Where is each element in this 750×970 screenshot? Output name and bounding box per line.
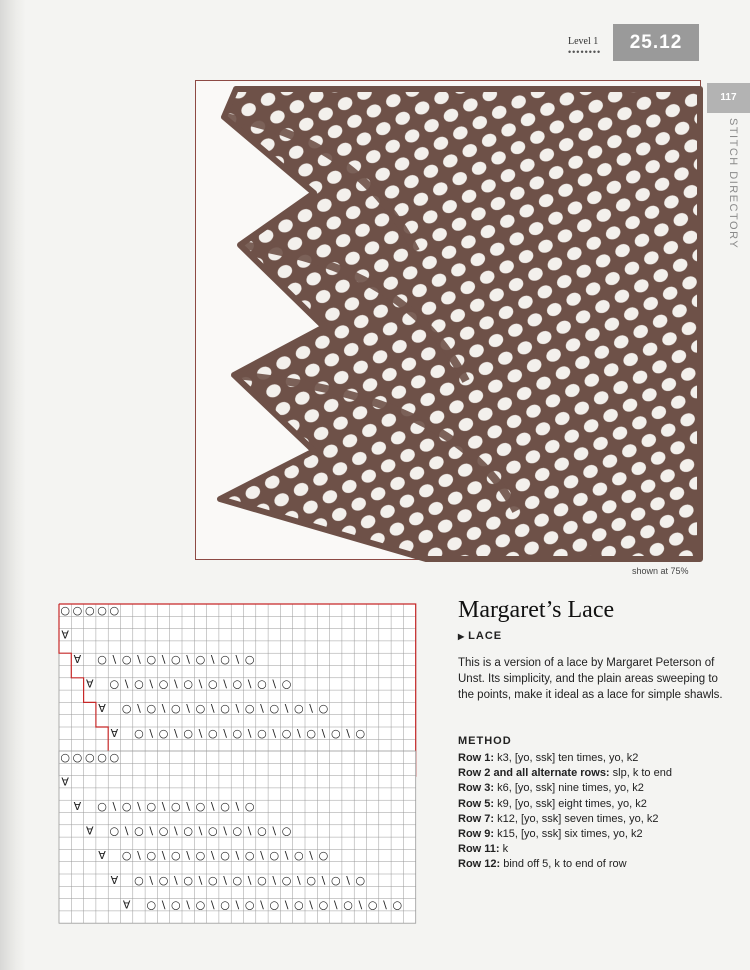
slip-stitch-symbol: ∀ <box>122 898 131 912</box>
yarn-over-symbol: ○ <box>232 726 243 740</box>
method-row-label: Row 1: <box>458 752 495 764</box>
yarn-over-symbol: ○ <box>171 800 181 813</box>
bind-off-symbol: ○ <box>84 603 95 617</box>
yarn-over-symbol: ○ <box>318 898 329 912</box>
slip-stitch-symbol: ∀ <box>85 677 94 691</box>
method-row <box>458 766 672 781</box>
ssk-symbol: \ <box>223 677 227 691</box>
ssk-symbol: \ <box>260 702 264 716</box>
yarn-over-symbol: ○ <box>134 677 144 691</box>
yarn-over-symbol: ○ <box>158 726 169 740</box>
ssk-symbol: \ <box>149 726 154 740</box>
yarn-over-symbol: ○ <box>244 849 255 863</box>
section-label: STITCH DIRECTORY <box>727 118 739 250</box>
ssk-symbol: \ <box>186 849 191 863</box>
ssk-symbol: \ <box>247 677 252 691</box>
yarn-over-symbol: ○ <box>158 873 169 887</box>
yarn-over-symbol: ○ <box>294 849 304 863</box>
ssk-symbol: \ <box>260 898 264 912</box>
method-row <box>458 827 672 842</box>
ssk-symbol: \ <box>296 873 301 887</box>
ssk-symbol: \ <box>272 677 277 691</box>
pattern-description: This is a version of a lace by Margaret Peterson of Unst. Its simplicity, and the plain areas sweeping to the points, make it ideal as a lace for simple shawls. <box>458 657 723 701</box>
ssk-symbol: \ <box>161 702 166 716</box>
ssk-symbol: \ <box>309 702 314 716</box>
ssk-symbol: \ <box>210 849 215 863</box>
yarn-over-symbol: ○ <box>171 653 181 666</box>
ssk-symbol: \ <box>173 873 178 887</box>
ssk-symbol: \ <box>137 849 141 863</box>
ssk-symbol: \ <box>210 653 215 666</box>
ssk-symbol: \ <box>346 726 350 740</box>
category-label: LACE <box>468 630 503 642</box>
ssk-symbol: \ <box>112 800 117 813</box>
bind-off-symbol: ○ <box>60 750 70 764</box>
ssk-symbol: \ <box>149 677 154 691</box>
yarn-over-symbol: ○ <box>257 726 267 740</box>
ssk-symbol: \ <box>235 849 240 863</box>
method-row-label: Row 12: <box>458 858 501 871</box>
method-row-label: Row 3: <box>458 782 495 795</box>
yarn-over-symbol: ○ <box>97 800 107 813</box>
ssk-symbol: \ <box>309 898 314 912</box>
ssk-symbol: \ <box>296 726 301 740</box>
method-row-text: bind off 5, k to end of row <box>500 858 627 871</box>
ssk-symbol: \ <box>149 824 154 838</box>
yarn-over-symbol: ○ <box>171 702 181 716</box>
yarn-over-symbol: ○ <box>171 898 181 912</box>
bind-off-symbol: ○ <box>97 750 107 764</box>
yarn-over-symbol: ○ <box>269 849 280 863</box>
ssk-symbol: \ <box>235 898 240 912</box>
level-indicator <box>568 36 601 55</box>
yarn-over-symbol: ○ <box>146 800 157 813</box>
yarn-over-symbol: ○ <box>207 824 218 838</box>
method-row-text: k12, [yo, ssk] seven times, yo, k2 <box>494 812 659 825</box>
lace-swatch-image <box>196 81 700 559</box>
ssk-symbol: \ <box>235 653 240 666</box>
yarn-over-symbol: ○ <box>220 702 230 716</box>
yarn-over-symbol: ○ <box>207 873 218 887</box>
ssk-symbol: \ <box>260 849 264 863</box>
level-label: Level 1 <box>568 36 599 47</box>
yarn-over-symbol: ○ <box>183 677 193 691</box>
method-heading: METHOD <box>458 735 512 747</box>
yarn-over-symbol: ○ <box>207 677 218 691</box>
method-row-text: k15, [yo, ssk] six times, yo, k2 <box>494 828 643 841</box>
page-spine-shadow <box>0 0 26 970</box>
lace-swatch-photo <box>195 80 701 560</box>
ssk-symbol: \ <box>161 653 166 666</box>
ssk-symbol: \ <box>173 824 178 838</box>
yarn-over-symbol: ○ <box>281 677 292 691</box>
yarn-over-symbol: ○ <box>281 873 292 887</box>
method-row-text: slp, k to end <box>609 767 672 780</box>
yarn-over-symbol: ○ <box>257 824 267 838</box>
yarn-over-symbol: ○ <box>220 800 230 813</box>
yarn-over-symbol: ○ <box>392 898 403 912</box>
method-row-text: k6, [yo, ssk] nine times, yo, k2 <box>494 782 644 795</box>
slip-stitch-symbol: ∀ <box>98 702 106 716</box>
ssk-symbol: \ <box>137 800 141 813</box>
yarn-over-symbol: ○ <box>195 800 206 813</box>
yarn-over-symbol: ○ <box>281 726 292 740</box>
ssk-symbol: \ <box>198 824 203 838</box>
yarn-over-symbol: ○ <box>294 898 304 912</box>
ssk-symbol: \ <box>161 849 166 863</box>
ssk-symbol: \ <box>284 702 289 716</box>
yarn-over-symbol: ○ <box>232 824 243 838</box>
ssk-symbol: \ <box>210 800 215 813</box>
ssk-symbol: \ <box>124 677 129 691</box>
pattern-category <box>458 630 502 642</box>
slip-stitch-symbol: ∀ <box>98 849 106 863</box>
ssk-symbol: \ <box>161 800 166 813</box>
bind-off-symbol: ○ <box>72 603 83 617</box>
yarn-over-symbol: ○ <box>318 702 329 716</box>
ssk-symbol: \ <box>333 898 338 912</box>
yarn-over-symbol: ○ <box>109 677 120 691</box>
ssk-symbol: \ <box>173 677 178 691</box>
bind-off-symbol: ○ <box>97 603 107 617</box>
method-row-text: k <box>499 843 509 856</box>
ssk-symbol: \ <box>247 873 252 887</box>
yarn-over-symbol: ○ <box>183 824 193 838</box>
ssk-symbol: \ <box>112 653 117 666</box>
yarn-over-symbol: ○ <box>306 873 316 887</box>
ssk-symbol: \ <box>210 898 215 912</box>
ssk-symbol: \ <box>137 702 141 716</box>
yarn-over-symbol: ○ <box>244 653 255 666</box>
ssk-symbol: \ <box>309 849 314 863</box>
slip-stitch-symbol: ∀ <box>85 824 94 838</box>
yarn-over-symbol: ○ <box>171 849 181 863</box>
page-number: 117 <box>707 83 750 113</box>
yarn-over-symbol: ○ <box>158 824 169 838</box>
yarn-over-symbol: ○ <box>355 873 366 887</box>
ssk-symbol: \ <box>198 873 203 887</box>
yarn-over-symbol: ○ <box>195 898 206 912</box>
yarn-over-symbol: ○ <box>257 873 267 887</box>
bind-off-symbol: ○ <box>109 750 120 764</box>
ssk-symbol: \ <box>186 898 191 912</box>
yarn-over-symbol: ○ <box>121 653 132 666</box>
yarn-over-symbol: ○ <box>318 849 329 863</box>
yarn-over-symbol: ○ <box>195 849 206 863</box>
ssk-symbol: \ <box>223 726 227 740</box>
ssk-symbol: \ <box>223 824 227 838</box>
ssk-symbol: \ <box>186 653 191 666</box>
ssk-symbol: \ <box>272 873 277 887</box>
method-row-label: Row 2 and all alternate rows: <box>458 767 610 780</box>
yarn-over-symbol: ○ <box>158 677 169 691</box>
ssk-symbol: \ <box>247 824 252 838</box>
yarn-over-symbol: ○ <box>269 702 280 716</box>
yarn-over-symbol: ○ <box>121 849 132 863</box>
ssk-symbol: \ <box>284 898 289 912</box>
yarn-over-symbol: ○ <box>306 726 316 740</box>
yarn-over-symbol: ○ <box>343 898 353 912</box>
ssk-symbol: \ <box>198 726 203 740</box>
method-row-label: Row 5: <box>458 797 495 810</box>
slip-stitch-symbol: ∀ <box>73 800 82 813</box>
stitch-number-tab: 25.12 <box>613 24 699 61</box>
yarn-over-symbol: ○ <box>146 702 157 716</box>
ssk-symbol: \ <box>284 849 289 863</box>
yarn-over-symbol: ○ <box>244 800 255 813</box>
yarn-over-symbol: ○ <box>207 726 218 740</box>
method-row <box>458 812 672 827</box>
slip-stitch-symbol: ∀ <box>110 873 119 887</box>
knitting-chart <box>58 603 418 912</box>
yarn-over-symbol: ○ <box>244 898 255 912</box>
yarn-over-symbol: ○ <box>220 898 230 912</box>
yarn-over-symbol: ○ <box>146 653 157 666</box>
yarn-over-symbol: ○ <box>355 726 366 740</box>
ssk-symbol: \ <box>235 702 240 716</box>
ssk-symbol: \ <box>346 873 350 887</box>
yarn-over-symbol: ○ <box>183 873 193 887</box>
ssk-symbol: \ <box>321 726 326 740</box>
ssk-symbol: \ <box>149 873 154 887</box>
yarn-over-symbol: ○ <box>134 726 144 740</box>
slip-stitch-symbol: ∀ <box>73 653 82 666</box>
bind-off-symbol: ○ <box>84 750 95 764</box>
method-row <box>458 751 672 766</box>
ssk-symbol: \ <box>383 898 387 912</box>
method-row-text: k9, [yo, ssk] eight times, yo, k2 <box>494 797 647 810</box>
bind-off-symbol: ○ <box>109 603 120 617</box>
ssk-symbol: \ <box>186 800 191 813</box>
yarn-over-symbol: ○ <box>195 653 206 666</box>
yarn-over-symbol: ○ <box>146 898 157 912</box>
slip-stitch-symbol: ∀ <box>110 726 119 740</box>
ssk-symbol: \ <box>198 677 203 691</box>
ssk-symbol: \ <box>358 898 363 912</box>
method-row <box>458 781 672 796</box>
yarn-over-symbol: ○ <box>330 873 341 887</box>
yarn-over-symbol: ○ <box>220 653 230 666</box>
ssk-symbol: \ <box>321 873 326 887</box>
yarn-over-symbol: ○ <box>195 702 206 716</box>
yarn-over-symbol: ○ <box>269 898 280 912</box>
yarn-over-symbol: ○ <box>146 849 157 863</box>
ssk-symbol: \ <box>210 702 215 716</box>
slip-stitch-symbol: ∀ <box>61 775 69 789</box>
method-row-label: Row 9: <box>458 828 495 841</box>
ssk-symbol: \ <box>124 824 129 838</box>
method-row-text: k3, [yo, ssk] ten times, yo, k2 <box>494 752 639 764</box>
photo-caption: shown at 75% <box>632 566 689 576</box>
method-row-label: Row 11: <box>458 843 500 856</box>
bind-off-symbol: ○ <box>72 750 83 764</box>
method-row <box>458 842 672 857</box>
yarn-over-symbol: ○ <box>134 873 144 887</box>
method-row <box>458 797 672 812</box>
yarn-over-symbol: ○ <box>183 726 193 740</box>
pattern-title: Margaret’s Lace <box>458 597 615 623</box>
slip-stitch-symbol: ∀ <box>61 628 69 642</box>
ssk-symbol: \ <box>235 800 240 813</box>
ssk-symbol: \ <box>247 726 252 740</box>
yarn-over-symbol: ○ <box>232 873 243 887</box>
yarn-over-symbol: ○ <box>97 653 107 666</box>
ssk-symbol: \ <box>186 702 191 716</box>
level-dots: •••••••• <box>568 47 602 57</box>
bind-off-symbol: ○ <box>60 603 70 617</box>
yarn-over-symbol: ○ <box>232 677 243 691</box>
yarn-over-symbol: ○ <box>330 726 341 740</box>
ssk-symbol: \ <box>161 898 166 912</box>
yarn-over-symbol: ○ <box>220 849 230 863</box>
method-row <box>458 857 672 872</box>
ssk-symbol: \ <box>137 653 141 666</box>
ssk-symbol: \ <box>173 726 178 740</box>
yarn-over-symbol: ○ <box>121 800 132 813</box>
yarn-over-symbol: ○ <box>257 677 267 691</box>
method-rows <box>458 751 672 873</box>
yarn-over-symbol: ○ <box>121 702 132 716</box>
yarn-over-symbol: ○ <box>134 824 144 838</box>
method-row-label: Row 7: <box>458 812 495 825</box>
yarn-over-symbol: ○ <box>244 702 255 716</box>
yarn-over-symbol: ○ <box>294 702 304 716</box>
ssk-symbol: \ <box>223 873 227 887</box>
triangle-right-icon: ▶ <box>458 632 466 641</box>
yarn-over-symbol: ○ <box>109 824 120 838</box>
ssk-symbol: \ <box>272 824 277 838</box>
yarn-over-symbol: ○ <box>281 824 292 838</box>
yarn-over-symbol: ○ <box>367 898 378 912</box>
ssk-symbol: \ <box>272 726 277 740</box>
